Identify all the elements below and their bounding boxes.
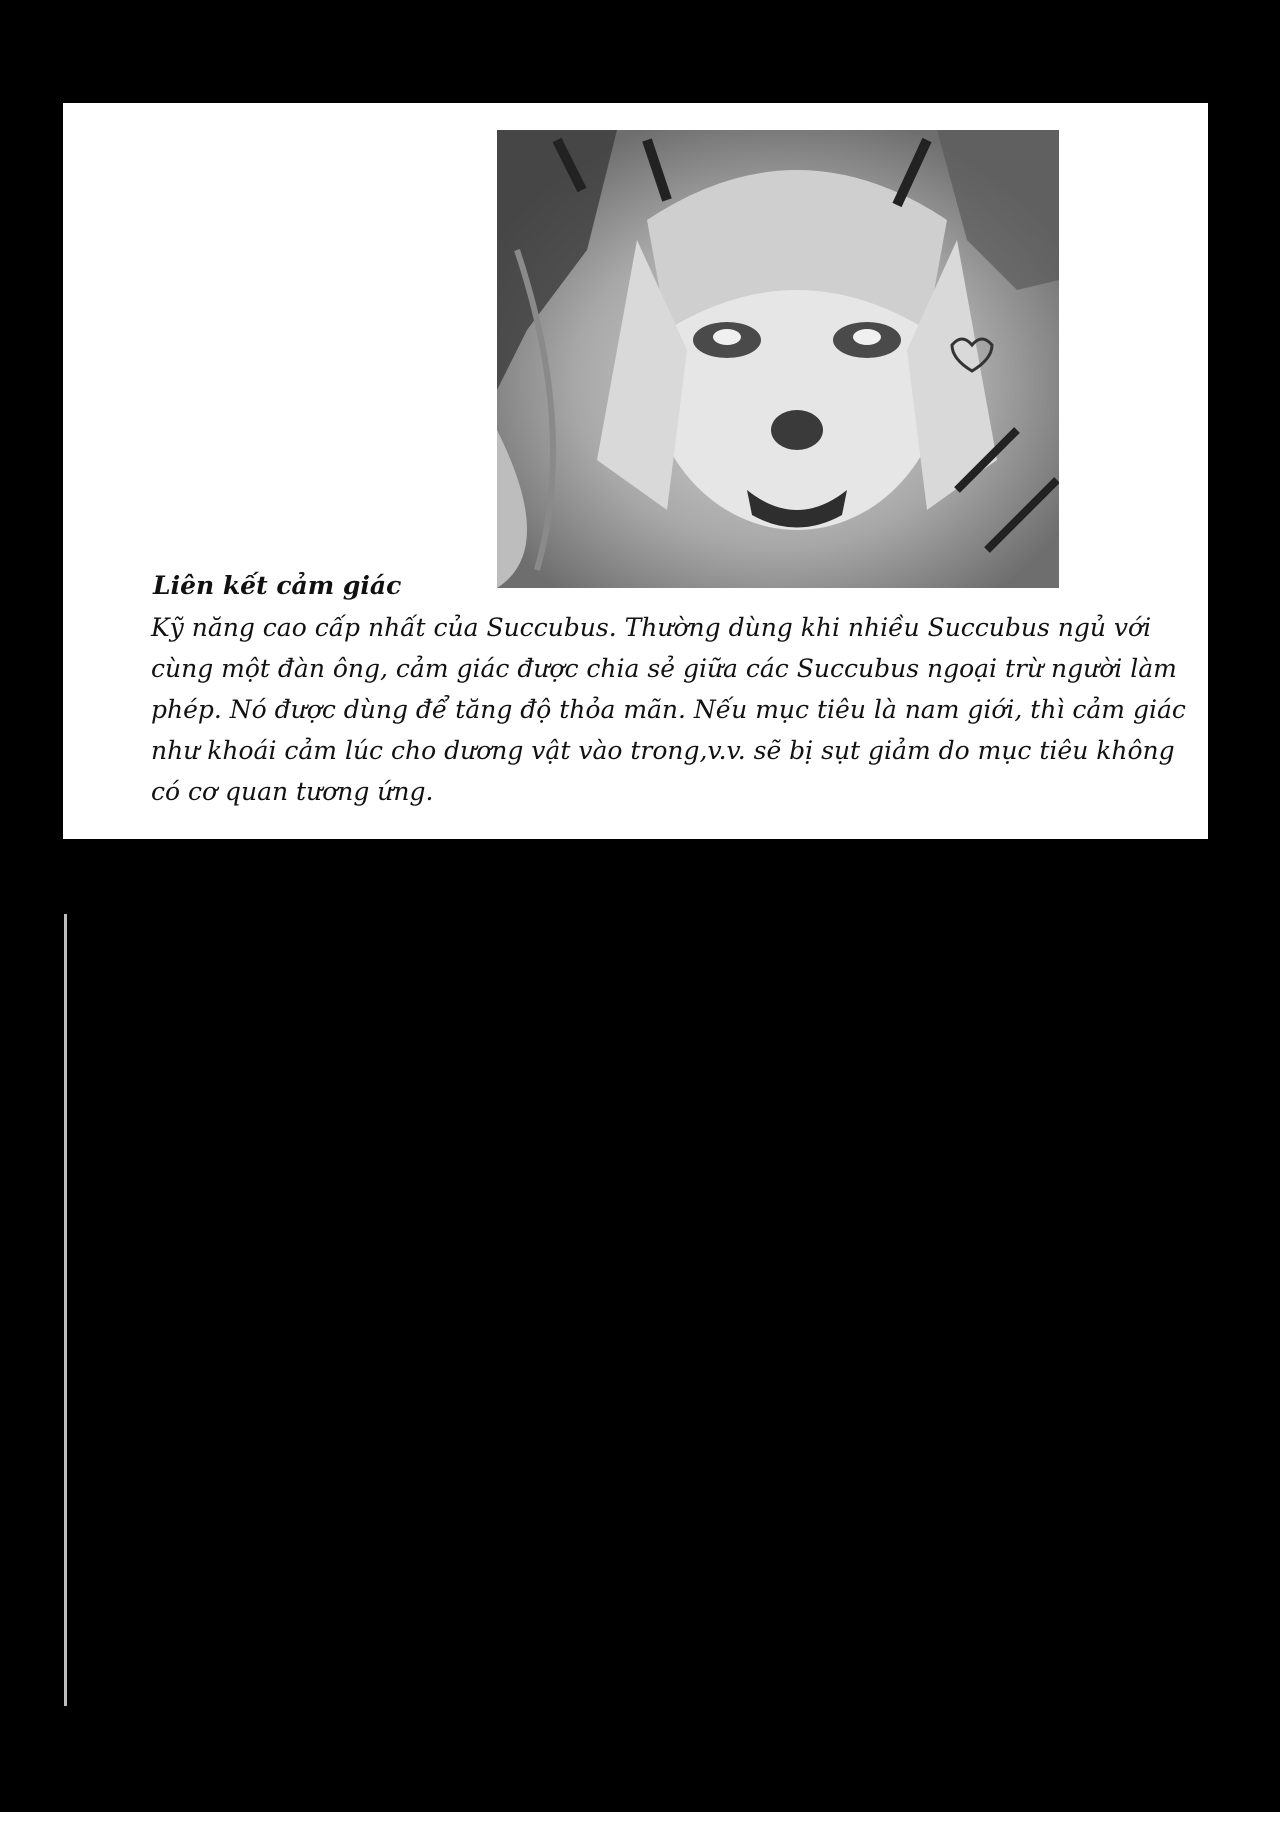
description-line: Kỹ năng cao cấp nhất của Succubus. Thường dùng khi nhiều Succubus ngủ với [151,613,1152,642]
page-bottom-edge [0,1812,1280,1846]
skill-title: Liên kết cảm giác [153,571,402,600]
illustration-artwork [497,130,1059,588]
content-panel [63,103,1208,839]
skill-description [151,607,1186,812]
description-line: như khoái cảm lúc cho dương vật vào trong,v.v. sẽ bị sụt giảm do mục tiêu không [151,736,1175,765]
manga-illustration [497,130,1059,588]
page-divider-line [64,914,67,1706]
description-line: có cơ quan tương ứng. [151,777,434,806]
description-line: phép. Nó được dùng để tăng độ thỏa mãn. Nếu mục tiêu là nam giới, thì cảm giác [151,695,1186,724]
description-line: cùng một đàn ông, cảm giác được chia sẻ giữa các Succubus ngoại trừ người làm [151,654,1177,683]
